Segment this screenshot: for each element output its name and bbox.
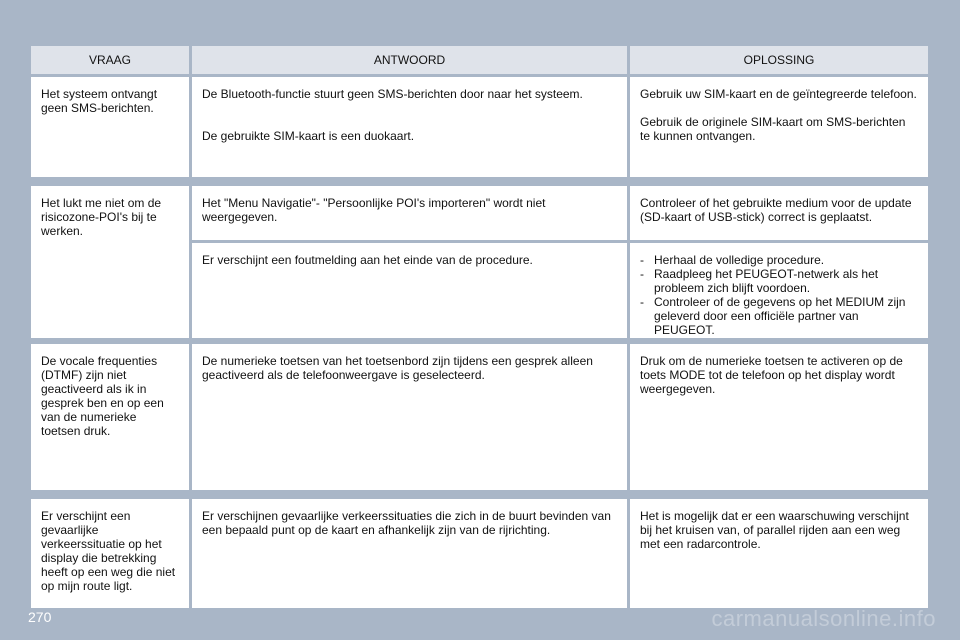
row4-solution (630, 499, 928, 608)
row1-solution (630, 77, 928, 177)
list-item: - Controleer of de gegevens op het MEDIUM zijn geleverd door een officiële partner van PEUGEOT. (640, 295, 918, 337)
row3-answer (192, 344, 627, 490)
row2-answer-a (192, 186, 627, 240)
row1-answer (192, 77, 627, 177)
row2-question (31, 186, 189, 338)
row2-solution-a (630, 186, 928, 240)
header-antwoord: ANTWOORD (192, 46, 627, 74)
header-oplossing: OPLOSSING (630, 46, 928, 74)
row4-solution-text: Het is mogelijk dat er een waarschuwing verschijnt bij het kruisen van, of parallel rijden aan een weg met een radarcontrole. (640, 509, 909, 551)
row3-solution-text: Druk om de numerieke toetsen te activeren op de toets MODE tot de telefoon op het display wordt weergegeven. (640, 354, 903, 396)
list-item: - Raadpleeg het PEUGEOT-netwerk als het probleem zich blijft voordoen. (640, 267, 918, 295)
header-vraag: VRAAG (31, 46, 189, 74)
row3-solution (630, 344, 928, 490)
row4-answer-text: Er verschijnen gevaarlijke verkeerssituaties die zich in de buurt bevinden van een bepaald punt op de kaart en afhankelijk zijn van de rijrichting. (202, 509, 611, 537)
row2-answer-b (192, 243, 627, 338)
row2-answer-1: Het "Menu Navigatie"- "Persoonlijke POI's importeren" wordt niet weergegeven. (202, 196, 546, 224)
row1-question-text: Het systeem ontvangt geen SMS-berichten. (41, 87, 158, 115)
row4-question (31, 499, 189, 608)
page-number: 270 (28, 609, 52, 625)
row2-answer-2: Er verschijnt een foutmelding aan het einde van de procedure. (202, 253, 533, 267)
list-item: - Herhaal de volledige procedure. (640, 253, 918, 267)
row2-solution-list (640, 253, 918, 337)
row2-solution-1: Controleer of het gebruikte medium voor de update (SD-kaart of USB-stick) correct is geplaatst. (640, 196, 912, 224)
row2-solution-b (630, 243, 928, 338)
row1-answer-1: De Bluetooth-functie stuurt geen SMS-berichten door naar het systeem. (202, 87, 583, 101)
row4-question-text: Er verschijnt een gevaarlijke verkeerssituatie op het display die betrekking heeft op een weg die niet op mijn route ligt. (41, 509, 176, 593)
row1-question (31, 77, 189, 177)
row1-solution-2: Gebruik de originele SIM-kaart om SMS-berichten te kunnen ontvangen. (640, 115, 906, 143)
row3-question-text: De vocale frequenties (DTMF) zijn niet geactiveerd als ik in gesprek ben en op een van de numerieke toetsen druk. (41, 354, 164, 438)
row3-answer-text: De numerieke toetsen van het toetsenbord zijn tijdens een gesprek alleen geactiveerd als de telefoonweergave is geselecteerd. (202, 354, 593, 382)
watermark: carmanualsonline.info (711, 606, 936, 631)
row1-solution-1: Gebruik uw SIM-kaart en de geïntegreerde telefoon. (640, 87, 917, 101)
row2-question-text: Het lukt me niet om de risicozone-POI's bij te werken. (41, 196, 162, 238)
row1-answer-2: De gebruikte SIM-kaart is een duokaart. (202, 129, 415, 143)
row3-question (31, 344, 189, 490)
row4-answer (192, 499, 627, 608)
